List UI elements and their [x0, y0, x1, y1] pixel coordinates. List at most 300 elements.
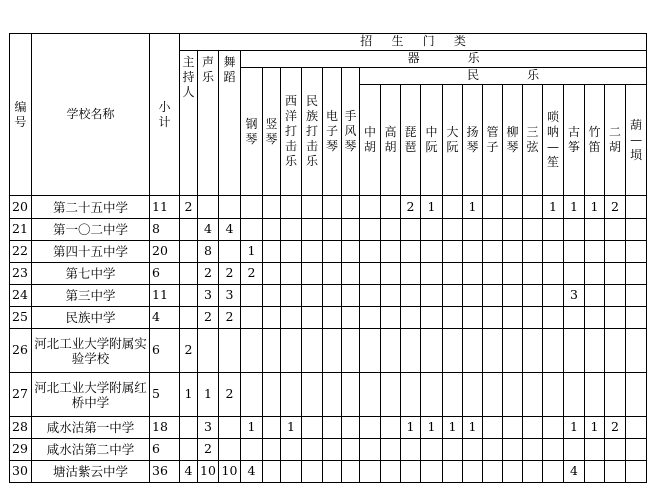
- count-cell-zhudi: 1: [585, 417, 605, 439]
- count-cell-suona-sheng: [543, 439, 564, 461]
- header-col-western-percussion: [281, 68, 302, 196]
- header-school: 学校名称: [32, 34, 150, 196]
- count-cell-keyboard: [323, 196, 342, 219]
- count-cell-harp: [263, 196, 281, 219]
- count-cell-folk-percussion: [302, 196, 323, 219]
- count-cell-folk-percussion: [302, 373, 323, 417]
- count-cell-piano: 1: [241, 241, 263, 263]
- count-cell-accordion: [342, 417, 360, 439]
- header-col-keyboard: [323, 68, 342, 196]
- school-name-cell: 咸水沽第一中学: [32, 417, 150, 439]
- count-cell-hulusi-xun: [626, 329, 647, 373]
- count-cell-liuqin: [503, 373, 523, 417]
- count-cell-harp: [263, 417, 281, 439]
- table-row: [10, 307, 647, 329]
- row-number-cell: 29: [10, 439, 32, 461]
- count-cell-vocal: 2: [198, 439, 219, 461]
- count-cell-zhudi: [585, 461, 605, 483]
- count-cell-pipa: [401, 461, 421, 483]
- count-cell-yangqin: [463, 263, 483, 285]
- count-cell-yangqin: [463, 219, 483, 241]
- count-cell-zhongruan: [421, 373, 443, 417]
- count-cell-zhongruan: 1: [421, 196, 443, 219]
- count-cell-western-percussion: [281, 373, 302, 417]
- count-cell-keyboard: [323, 285, 342, 307]
- count-cell-gaohu: [381, 373, 401, 417]
- count-cell-daruan: [443, 329, 463, 373]
- count-cell-folk-percussion: [302, 285, 323, 307]
- school-name-cell: 民族中学: [32, 307, 150, 329]
- count-cell-daruan: [443, 461, 463, 483]
- count-cell-gaohu: [381, 329, 401, 373]
- count-cell-pipa: [401, 285, 421, 307]
- header-label-pipa: 琵琶: [404, 125, 417, 154]
- subtotal-cell: 6: [150, 329, 180, 373]
- count-cell-daruan: 1: [443, 417, 463, 439]
- count-cell-piano: [241, 439, 263, 461]
- school-name-cell: 第一〇二中学: [32, 219, 150, 241]
- count-cell-host: [180, 307, 198, 329]
- count-cell-suona-sheng: 1: [543, 196, 564, 219]
- count-cell-daruan: [443, 373, 463, 417]
- school-name-cell: 第四十五中学: [32, 241, 150, 263]
- count-cell-yangqin: [463, 373, 483, 417]
- count-cell-erhu: [605, 439, 626, 461]
- count-cell-hulusi-xun: [626, 417, 647, 439]
- count-cell-harp: [263, 241, 281, 263]
- count-cell-pipa: [401, 219, 421, 241]
- count-cell-piano: [241, 285, 263, 307]
- count-cell-zhudi: [585, 241, 605, 263]
- header-label-zhudi: 竹笛: [588, 125, 601, 154]
- header-col-guzheng: [564, 85, 585, 196]
- count-cell-guanzi: [483, 285, 503, 307]
- count-cell-guanzi: [483, 307, 503, 329]
- school-name-cell: 第七中学: [32, 263, 150, 285]
- count-cell-guanzi: [483, 417, 503, 439]
- header-col-erhu: [605, 85, 626, 196]
- subtotal-cell: 5: [150, 373, 180, 417]
- count-cell-liuqin: [503, 461, 523, 483]
- count-cell-guzheng: [564, 263, 585, 285]
- count-cell-daruan: [443, 219, 463, 241]
- header-label-liuqin: 柳琴: [506, 125, 519, 154]
- count-cell-dance: [219, 241, 241, 263]
- count-cell-host: [180, 263, 198, 285]
- count-cell-zhongruan: [421, 219, 443, 241]
- count-cell-guanzi: [483, 263, 503, 285]
- count-cell-pipa: [401, 373, 421, 417]
- header-col-sanxian: [523, 85, 543, 196]
- count-cell-liuqin: [503, 285, 523, 307]
- count-cell-zhudi: [585, 329, 605, 373]
- count-cell-sanxian: [523, 241, 543, 263]
- count-cell-liuqin: [503, 196, 523, 219]
- count-cell-guzheng: [564, 373, 585, 417]
- count-cell-hulusi-xun: [626, 263, 647, 285]
- count-cell-accordion: [342, 285, 360, 307]
- count-cell-vocal: 2: [198, 263, 219, 285]
- count-cell-guanzi: [483, 219, 503, 241]
- table-row: [10, 439, 647, 461]
- count-cell-accordion: [342, 241, 360, 263]
- count-cell-zhonghu: [360, 285, 381, 307]
- count-cell-guanzi: [483, 439, 503, 461]
- count-cell-harp: [263, 263, 281, 285]
- header-col-zhongruan: [421, 85, 443, 196]
- row-number-cell: 27: [10, 373, 32, 417]
- count-cell-zhongruan: [421, 307, 443, 329]
- count-cell-hulusi-xun: [626, 439, 647, 461]
- row-number-cell: 26: [10, 329, 32, 373]
- count-cell-gaohu: [381, 461, 401, 483]
- count-cell-daruan: [443, 263, 463, 285]
- count-cell-vocal: [198, 329, 219, 373]
- count-cell-keyboard: [323, 219, 342, 241]
- table-row: [10, 263, 647, 285]
- count-cell-sanxian: [523, 196, 543, 219]
- count-cell-guzheng: [564, 241, 585, 263]
- count-cell-piano: [241, 219, 263, 241]
- header-label-guanzi: 管子: [486, 125, 499, 154]
- count-cell-piano: [241, 329, 263, 373]
- count-cell-harp: [263, 461, 281, 483]
- table-row: [10, 219, 647, 241]
- count-cell-keyboard: [323, 439, 342, 461]
- count-cell-sanxian: [523, 439, 543, 461]
- header-col-guanzi: [483, 85, 503, 196]
- count-cell-suona-sheng: [543, 373, 564, 417]
- subtotal-cell: 11: [150, 196, 180, 219]
- header-no: 编号: [10, 34, 32, 196]
- subtotal-cell: 36: [150, 461, 180, 483]
- count-cell-dance: 4: [219, 219, 241, 241]
- count-cell-zhudi: [585, 219, 605, 241]
- count-cell-dance: 3: [219, 285, 241, 307]
- table-row: [10, 285, 647, 307]
- count-cell-erhu: 2: [605, 417, 626, 439]
- count-cell-daruan: [443, 285, 463, 307]
- header-label-gaohu: 高胡: [384, 125, 397, 154]
- header-label-suona-sheng: 唢呐—笙: [546, 110, 559, 169]
- count-cell-keyboard: [323, 263, 342, 285]
- count-cell-liuqin: [503, 307, 523, 329]
- count-cell-dance: 2: [219, 373, 241, 417]
- header-col-dance: [219, 51, 241, 196]
- count-cell-suona-sheng: [543, 307, 564, 329]
- count-cell-host: 4: [180, 461, 198, 483]
- count-cell-vocal: [198, 196, 219, 219]
- count-cell-zhongruan: [421, 329, 443, 373]
- header-group: 招生门类: [180, 34, 647, 51]
- subtotal-cell: 6: [150, 263, 180, 285]
- header-label-sanxian: 三弦: [526, 125, 539, 154]
- school-name-cell: 塘沽紫云中学: [32, 461, 150, 483]
- count-cell-accordion: [342, 373, 360, 417]
- count-cell-guzheng: [564, 329, 585, 373]
- header-folk: 民乐: [360, 68, 647, 85]
- count-cell-zhudi: [585, 263, 605, 285]
- count-cell-gaohu: [381, 196, 401, 219]
- count-cell-keyboard: [323, 417, 342, 439]
- table-row: [10, 241, 647, 263]
- count-cell-guzheng: [564, 307, 585, 329]
- count-cell-gaohu: [381, 219, 401, 241]
- table-row: [10, 417, 647, 439]
- header-col-daruan: [443, 85, 463, 196]
- count-cell-suona-sheng: [543, 417, 564, 439]
- count-cell-vocal: 4: [198, 219, 219, 241]
- count-cell-pipa: [401, 263, 421, 285]
- count-cell-zhongruan: [421, 439, 443, 461]
- enrollment-table: [9, 33, 647, 483]
- count-cell-keyboard: [323, 373, 342, 417]
- count-cell-pipa: 2: [401, 196, 421, 219]
- count-cell-daruan: [443, 439, 463, 461]
- count-cell-liuqin: [503, 241, 523, 263]
- count-cell-dance: 10: [219, 461, 241, 483]
- header-label-folk-percussion: 民族打击乐: [305, 94, 318, 168]
- row-number-cell: 20: [10, 196, 32, 219]
- count-cell-western-percussion: [281, 263, 302, 285]
- count-cell-pipa: 1: [401, 417, 421, 439]
- count-cell-zhongruan: [421, 263, 443, 285]
- count-cell-western-percussion: [281, 241, 302, 263]
- count-cell-western-percussion: [281, 285, 302, 307]
- count-cell-liuqin: [503, 329, 523, 373]
- count-cell-erhu: [605, 329, 626, 373]
- count-cell-piano: 4: [241, 461, 263, 483]
- subtotal-cell: 6: [150, 439, 180, 461]
- count-cell-zhudi: [585, 307, 605, 329]
- count-cell-zhonghu: [360, 263, 381, 285]
- count-cell-yangqin: [463, 439, 483, 461]
- count-cell-accordion: [342, 196, 360, 219]
- count-cell-erhu: [605, 241, 626, 263]
- count-cell-zhudi: [585, 373, 605, 417]
- header-label-dance: 舞蹈: [223, 55, 236, 84]
- count-cell-pipa: [401, 439, 421, 461]
- header-label-vocal: 声乐: [201, 55, 214, 84]
- count-cell-piano: 1: [241, 417, 263, 439]
- count-cell-zhonghu: [360, 219, 381, 241]
- count-cell-gaohu: [381, 263, 401, 285]
- count-cell-suona-sheng: [543, 219, 564, 241]
- count-cell-vocal: 8: [198, 241, 219, 263]
- header-col-zhonghu: [360, 85, 381, 196]
- count-cell-suona-sheng: [543, 263, 564, 285]
- count-cell-zhongruan: [421, 461, 443, 483]
- count-cell-zhongruan: [421, 285, 443, 307]
- count-cell-zhonghu: [360, 196, 381, 219]
- count-cell-guanzi: [483, 241, 503, 263]
- count-cell-harp: [263, 307, 281, 329]
- count-cell-guzheng: 1: [564, 417, 585, 439]
- header-col-pipa: [401, 85, 421, 196]
- subtotal-cell: 11: [150, 285, 180, 307]
- count-cell-harp: [263, 373, 281, 417]
- count-cell-guzheng: [564, 219, 585, 241]
- count-cell-erhu: [605, 461, 626, 483]
- count-cell-daruan: [443, 196, 463, 219]
- table-row: [10, 329, 647, 373]
- count-cell-sanxian: [523, 219, 543, 241]
- school-name-cell: 第二十五中学: [32, 196, 150, 219]
- header-col-folk-percussion: [302, 68, 323, 196]
- count-cell-zhonghu: [360, 439, 381, 461]
- count-cell-accordion: [342, 263, 360, 285]
- count-cell-sanxian: [523, 285, 543, 307]
- count-cell-vocal: 2: [198, 307, 219, 329]
- count-cell-gaohu: [381, 439, 401, 461]
- school-name-cell: 河北工业大学附属红桥中学: [32, 373, 150, 417]
- subtotal-cell: 4: [150, 307, 180, 329]
- count-cell-yangqin: [463, 461, 483, 483]
- count-cell-daruan: [443, 307, 463, 329]
- count-cell-hulusi-xun: [626, 285, 647, 307]
- count-cell-western-percussion: [281, 307, 302, 329]
- count-cell-piano: 2: [241, 263, 263, 285]
- count-cell-host: [180, 285, 198, 307]
- header-label-western-percussion: 西洋打击乐: [284, 94, 297, 168]
- count-cell-guanzi: [483, 461, 503, 483]
- count-cell-western-percussion: [281, 439, 302, 461]
- count-cell-keyboard: [323, 307, 342, 329]
- school-name-cell: 第三中学: [32, 285, 150, 307]
- count-cell-harp: [263, 329, 281, 373]
- count-cell-accordion: [342, 439, 360, 461]
- count-cell-host: [180, 439, 198, 461]
- count-cell-dance: [219, 196, 241, 219]
- count-cell-guanzi: [483, 373, 503, 417]
- count-cell-hulusi-xun: [626, 241, 647, 263]
- count-cell-harp: [263, 285, 281, 307]
- table-row: [10, 196, 647, 219]
- count-cell-folk-percussion: [302, 219, 323, 241]
- count-cell-pipa: [401, 307, 421, 329]
- count-cell-gaohu: [381, 307, 401, 329]
- count-cell-hulusi-xun: [626, 461, 647, 483]
- count-cell-harp: [263, 219, 281, 241]
- count-cell-erhu: [605, 263, 626, 285]
- count-cell-vocal: 3: [198, 417, 219, 439]
- row-number-cell: 22: [10, 241, 32, 263]
- header-col-zhudi: [585, 85, 605, 196]
- count-cell-guzheng: 4: [564, 461, 585, 483]
- table-row: [10, 461, 647, 483]
- header-col-liuqin: [503, 85, 523, 196]
- count-cell-sanxian: [523, 263, 543, 285]
- count-cell-dance: [219, 417, 241, 439]
- count-cell-dance: 2: [219, 307, 241, 329]
- subtotal-cell: 20: [150, 241, 180, 263]
- header-label-piano: 钢琴: [245, 116, 258, 146]
- header-col-hulusi-xun: [626, 85, 647, 196]
- count-cell-yangqin: [463, 329, 483, 373]
- count-cell-guzheng: 3: [564, 285, 585, 307]
- count-cell-zhonghu: [360, 417, 381, 439]
- count-cell-zhonghu: [360, 241, 381, 263]
- count-cell-dance: [219, 329, 241, 373]
- count-cell-zhudi: 1: [585, 196, 605, 219]
- count-cell-folk-percussion: [302, 417, 323, 439]
- header-col-harp: [263, 68, 281, 196]
- count-cell-liuqin: [503, 219, 523, 241]
- header-label-harp: 竖琴: [265, 116, 278, 146]
- header-label-host: 主持人: [182, 55, 195, 99]
- count-cell-host: 2: [180, 196, 198, 219]
- count-cell-sanxian: [523, 307, 543, 329]
- count-cell-daruan: [443, 241, 463, 263]
- count-cell-folk-percussion: [302, 461, 323, 483]
- row-number-cell: 23: [10, 263, 32, 285]
- header-label-daruan: 大阮: [446, 125, 459, 154]
- count-cell-gaohu: [381, 285, 401, 307]
- count-cell-sanxian: [523, 373, 543, 417]
- count-cell-guanzi: [483, 329, 503, 373]
- count-cell-liuqin: [503, 417, 523, 439]
- count-cell-liuqin: [503, 439, 523, 461]
- header-label-yangqin: 扬琴: [466, 125, 479, 154]
- header-instrument: 器乐: [241, 51, 647, 68]
- count-cell-zhongruan: [421, 241, 443, 263]
- count-cell-vocal: 1: [198, 373, 219, 417]
- count-cell-host: [180, 219, 198, 241]
- subtotal-cell: 8: [150, 219, 180, 241]
- count-cell-yangqin: 1: [463, 417, 483, 439]
- count-cell-folk-percussion: [302, 439, 323, 461]
- count-cell-zhonghu: [360, 461, 381, 483]
- header-label-zhonghu: 中胡: [363, 125, 376, 154]
- count-cell-harp: [263, 439, 281, 461]
- count-cell-keyboard: [323, 461, 342, 483]
- count-cell-liuqin: [503, 263, 523, 285]
- count-cell-yangqin: [463, 241, 483, 263]
- header-col-gaohu: [381, 85, 401, 196]
- count-cell-sanxian: [523, 329, 543, 373]
- count-cell-yangqin: [463, 285, 483, 307]
- count-cell-erhu: [605, 285, 626, 307]
- enrollment-table-container: [9, 33, 647, 483]
- count-cell-hulusi-xun: [626, 219, 647, 241]
- count-cell-pipa: [401, 241, 421, 263]
- header-col-vocal: [198, 51, 219, 196]
- count-cell-dance: [219, 439, 241, 461]
- school-name-cell: 咸水沽第二中学: [32, 439, 150, 461]
- header-subtotal: 小计: [150, 34, 180, 196]
- count-cell-sanxian: [523, 417, 543, 439]
- count-cell-keyboard: [323, 329, 342, 373]
- count-cell-erhu: [605, 373, 626, 417]
- row-number-cell: 24: [10, 285, 32, 307]
- count-cell-hulusi-xun: [626, 196, 647, 219]
- header-label-erhu: 二胡: [608, 125, 621, 154]
- subtotal-cell: 18: [150, 417, 180, 439]
- count-cell-host: 2: [180, 329, 198, 373]
- count-cell-western-percussion: [281, 461, 302, 483]
- count-cell-suona-sheng: [543, 329, 564, 373]
- count-cell-piano: [241, 373, 263, 417]
- count-cell-erhu: [605, 307, 626, 329]
- count-cell-host: [180, 417, 198, 439]
- school-name-cell: 河北工业大学附属实验学校: [32, 329, 150, 373]
- header-label-guzheng: 古筝: [567, 125, 580, 154]
- count-cell-gaohu: [381, 241, 401, 263]
- count-cell-folk-percussion: [302, 329, 323, 373]
- count-cell-sanxian: [523, 461, 543, 483]
- count-cell-vocal: 10: [198, 461, 219, 483]
- count-cell-host: [180, 241, 198, 263]
